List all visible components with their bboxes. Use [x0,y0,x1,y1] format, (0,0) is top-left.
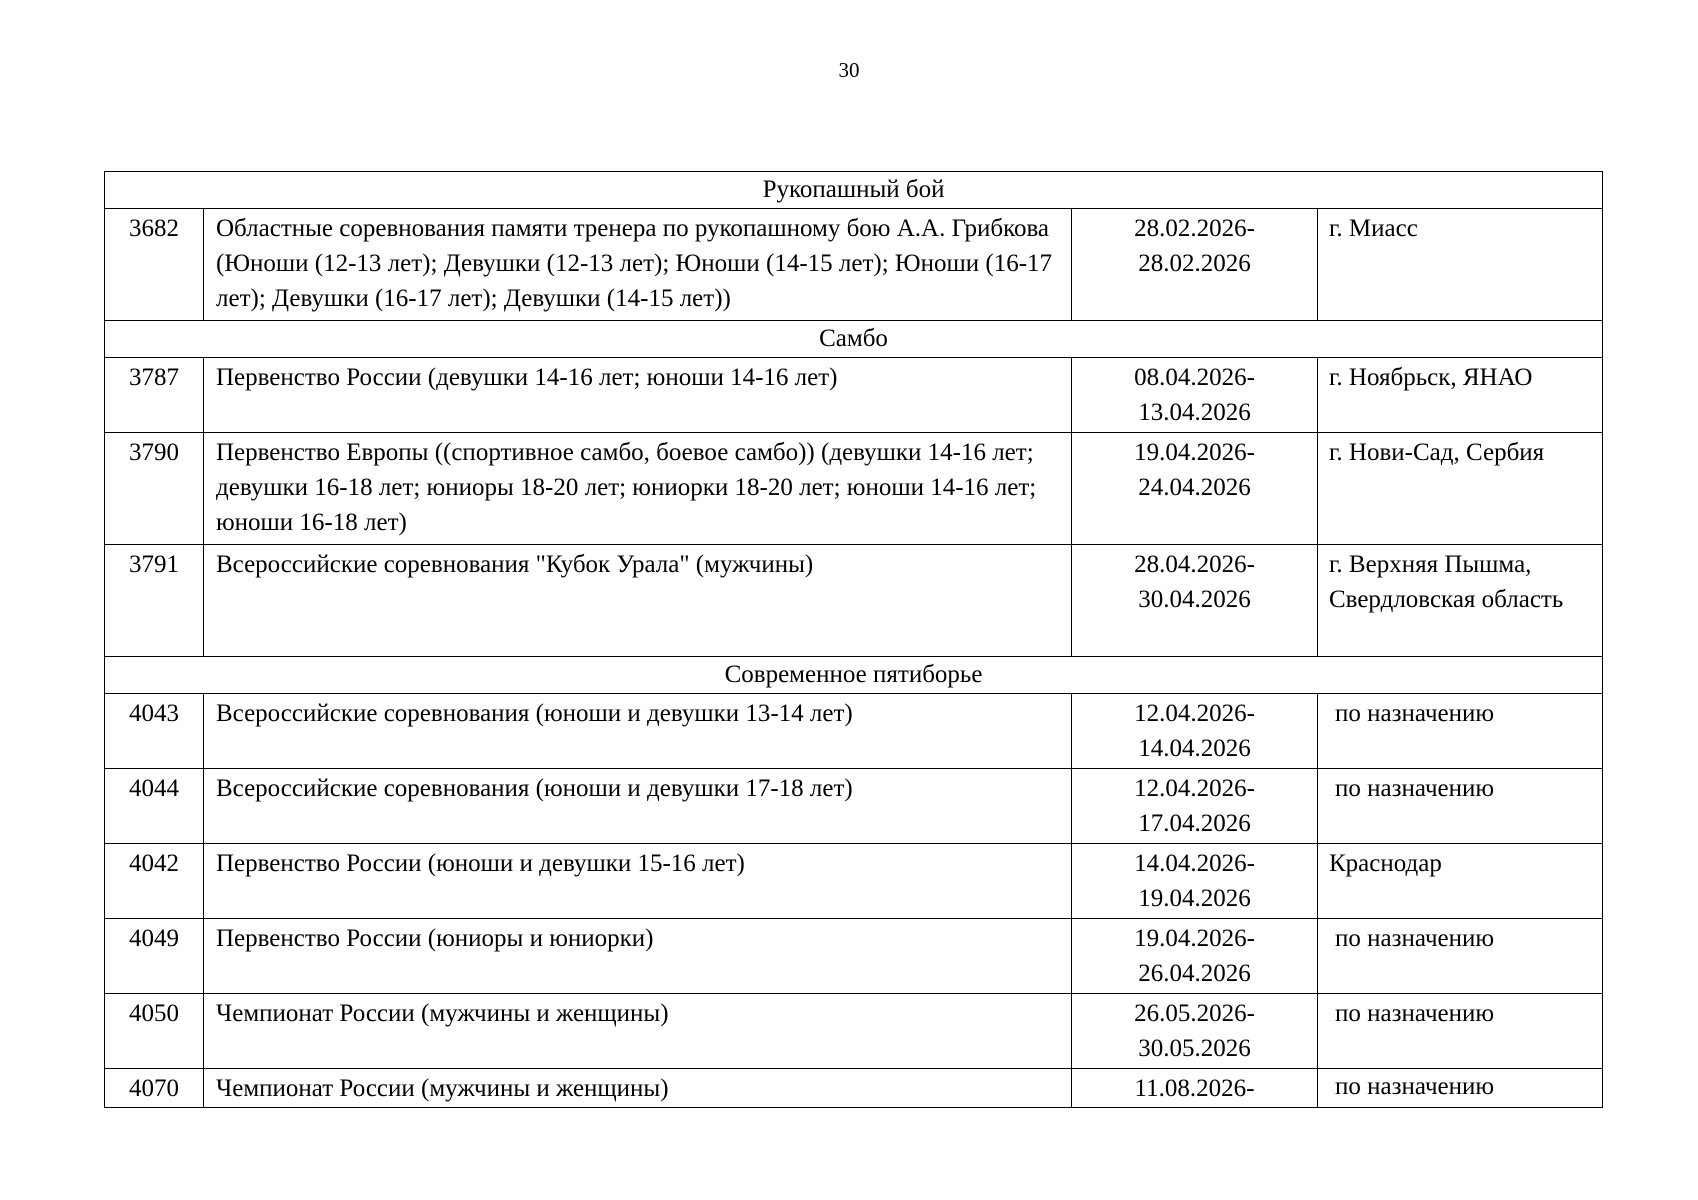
event-dates: 08.04.2026- 13.04.2026 [1072,358,1318,433]
table-row [105,844,1603,919]
table-row [105,994,1603,1069]
event-number: 4050 [105,994,204,1069]
event-number: 3790 [105,433,204,545]
event-number: 4070 [105,1069,204,1108]
table-row [105,694,1603,769]
table-row [105,545,1603,657]
event-place: г. Ноябрьск, ЯНАО [1318,358,1603,433]
section-title: Самбо [105,321,1603,358]
table-row [105,1069,1603,1108]
event-name: Первенство Европы ((спортивное самбо, боевое самбо)) (девушки 14-16 лет; девушки 16-18 лет; юниоры 18-20 лет; юниорки 18-20 лет; юноши 14-16 лет; юноши 16-18 лет) [204,433,1072,545]
event-place: по назначению [1318,994,1603,1069]
event-name: Первенство России (юноши и девушки 15-16 лет) [204,844,1072,919]
event-number: 4044 [105,769,204,844]
table-row [105,358,1603,433]
event-dates: 12.04.2026- 17.04.2026 [1072,769,1318,844]
event-dates: 28.04.2026- 30.04.2026 [1072,545,1318,657]
table-row [105,769,1603,844]
event-dates: 19.04.2026- 24.04.2026 [1072,433,1318,545]
section-title: Рукопашный бой [105,172,1603,209]
event-place: по назначению [1318,769,1603,844]
event-name: Чемпионат России (мужчины и женщины) [204,1069,1072,1108]
table-row [105,209,1603,321]
section-header [105,172,1603,209]
event-dates: 12.04.2026- 14.04.2026 [1072,694,1318,769]
event-place: г. Нови-Сад, Сербия [1318,433,1603,545]
event-number: 3791 [105,545,204,657]
event-place: г. Миасс [1318,209,1603,321]
event-name: Всероссийские соревнования (юноши и девушки 13-14 лет) [204,694,1072,769]
table-row [105,919,1603,994]
table-row [105,433,1603,545]
event-number: 4043 [105,694,204,769]
event-place: по назначению [1318,919,1603,994]
event-name: Областные соревнования памяти тренера по рукопашному бою А.А. Грибкова (Юноши (12-13 лет); Девушки (12-13 лет); Юноши (14-15 лет); Юноши (16-17 лет); Девушки (16-17 лет); Девушки (14-15 лет)) [204,209,1072,321]
event-number: 4042 [105,844,204,919]
event-name: Всероссийские соревнования (юноши и девушки 17-18 лет) [204,769,1072,844]
section-header [105,657,1603,694]
events-table [104,171,1603,1108]
event-number: 3682 [105,209,204,321]
event-dates: 26.05.2026- 30.05.2026 [1072,994,1318,1069]
event-place: по назначению [1318,694,1603,769]
event-dates: 14.04.2026- 19.04.2026 [1072,844,1318,919]
event-number: 4049 [105,919,204,994]
event-name: Чемпионат России (мужчины и женщины) [204,994,1072,1069]
event-place: Краснодар [1318,844,1603,919]
event-name: Первенство России (девушки 14-16 лет; юноши 14-16 лет) [204,358,1072,433]
event-place: г. Верхняя Пышма, Свердловская область [1318,545,1603,657]
event-name: Всероссийские соревнования "Кубок Урала" (мужчины) [204,545,1072,657]
section-title: Современное пятиборье [105,657,1603,694]
event-place: по назначению [1318,1069,1603,1108]
section-header [105,321,1603,358]
event-dates: 19.04.2026- 26.04.2026 [1072,919,1318,994]
page-number: 30 [838,58,860,82]
event-name: Первенство России (юниоры и юниорки) [204,919,1072,994]
event-dates: 28.02.2026- 28.02.2026 [1072,209,1318,321]
event-number: 3787 [105,358,204,433]
event-dates: 11.08.2026- [1072,1069,1318,1108]
